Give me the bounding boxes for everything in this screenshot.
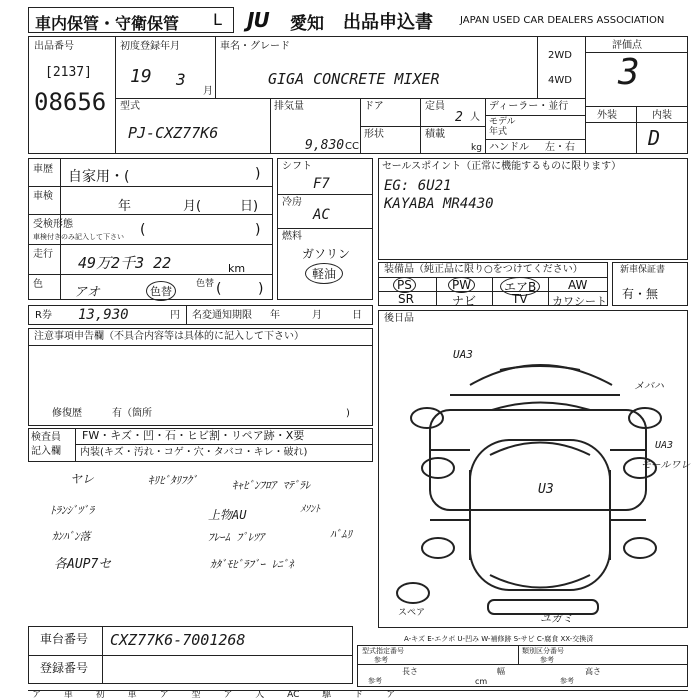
history-close: ) xyxy=(255,166,261,182)
footer-item: 駆 xyxy=(322,691,332,700)
first-registration-year: 19 xyxy=(130,66,152,87)
inspector-label2: 記入欄 xyxy=(31,446,61,457)
drive-4wd: 4WD xyxy=(548,75,572,86)
mileage-value: 49万2千3 22 xyxy=(78,254,172,272)
inspector-note: ヤレ xyxy=(70,472,94,486)
equipment-aw: AW xyxy=(568,278,588,292)
inspector-label1: 検査員 xyxy=(31,432,61,443)
color-label: 色 xyxy=(33,279,43,290)
footer-item: ド xyxy=(354,691,364,700)
mileage-unit: km xyxy=(228,262,246,275)
selling-points-line2: KAYABA MR4430 xyxy=(384,196,494,212)
dimensions-ref: 参考 xyxy=(540,656,554,664)
drive-2wd: 2WD xyxy=(548,50,572,61)
warranty-label: 新車保証書 xyxy=(620,265,666,275)
equipment-navi: ナビ xyxy=(452,294,477,308)
shift-label: シフト xyxy=(282,161,312,172)
capacity-unit: 人 xyxy=(470,112,480,123)
dimensions-ref3: 参考 xyxy=(560,677,574,685)
repair-label: 修復歴 xyxy=(52,408,82,419)
recycle-value: 13,930 xyxy=(78,307,129,323)
inspector-note: ﾌﾚｰﾑ ﾌﾟﾚﾂｱ xyxy=(208,531,265,544)
fuel-label: 燃料 xyxy=(282,231,302,242)
inspector-note: ﾒｿﾝﾄ xyxy=(300,504,320,515)
dimensions-unit: cm xyxy=(475,677,488,686)
history-value: 自家用・( xyxy=(68,169,130,185)
door-label: ドア xyxy=(364,101,384,112)
logo-place: 愛知 xyxy=(290,14,324,34)
handle-label: ハンドル xyxy=(489,142,529,153)
repair-value: 有（箇所 xyxy=(112,408,152,419)
chassis-label: 車台番号 xyxy=(40,632,89,646)
load-unit: kg xyxy=(471,143,482,153)
capacity-value: 2 xyxy=(455,110,463,125)
lot-sub-number: [2137] xyxy=(45,65,92,80)
ac-value: AC xyxy=(313,207,330,223)
footer-item: 車 xyxy=(63,691,73,700)
recycle-unit: 円 xyxy=(170,310,180,321)
exterior-label: 外装 xyxy=(597,110,617,121)
diagram-annotation: UA3 xyxy=(655,440,674,451)
first-registration-month-unit: 月 xyxy=(203,86,213,97)
inspection-day: 日) xyxy=(240,199,259,214)
color-change-label: 色替 xyxy=(196,279,215,289)
inspector-note: ｶﾀﾞﾓﾋﾞﾗﾌﾞｰ ﾚﾆﾞﾈ xyxy=(210,558,294,571)
inspector-note: ﾊﾞﾑﾘ xyxy=(330,528,352,541)
storage-banner-text: 車内保管・守衛保管 xyxy=(35,14,180,33)
inspection-label: 車検 xyxy=(33,191,53,202)
dimensions-height: 高さ xyxy=(585,667,601,676)
footer-item: ア xyxy=(159,691,169,700)
inspector-row2: 内装(キズ・汚れ・コゲ・穴・タバコ・キレ・破れ) xyxy=(80,447,308,458)
displacement-value: 9,830 xyxy=(305,138,345,153)
shift-value: F7 xyxy=(313,176,330,192)
footer-item: 車 xyxy=(127,691,137,700)
recycle-label: R券 xyxy=(35,310,52,321)
capacity-label: 定員 xyxy=(425,101,445,112)
color-open: ( xyxy=(216,281,222,297)
color-close: ) xyxy=(258,281,264,297)
inspection-year: 年 xyxy=(118,199,132,214)
equipment-airbag: エアB xyxy=(500,277,540,296)
first-registration-month: 3 xyxy=(176,70,186,89)
recycle-notice-label: 名変通知期限 xyxy=(192,310,252,321)
dimensions-length: 長さ xyxy=(402,667,418,676)
model-value: PJ-CXZ77K6 xyxy=(128,124,219,142)
ju-logo-text: JU xyxy=(247,8,269,32)
diagram-annotation: メバハ xyxy=(634,381,664,392)
dimensions-width: 幅 xyxy=(497,667,505,676)
dealer-label: ディーラー・並行 xyxy=(489,101,569,112)
score-label: 評価点 xyxy=(612,40,642,51)
selling-points-line1: EG: 6U21 xyxy=(384,178,452,194)
interior-label: 内装 xyxy=(652,110,672,121)
ac-label: 冷房 xyxy=(282,197,302,208)
storage-banner-mark: L xyxy=(213,10,222,29)
class-ref: 参考 xyxy=(374,656,388,664)
inspector-note: ｷｬﾋﾞﾝﾌﾛｱ ﾏﾃﾞﾗﾚ xyxy=(232,479,311,492)
footer-item: 人 xyxy=(255,691,265,700)
interior-value: D xyxy=(648,126,661,150)
diagram-annotation: UA3 xyxy=(453,348,473,361)
footer-item: ア xyxy=(223,691,233,700)
spare-label: スペア xyxy=(398,608,426,618)
car-name-label: 車名・グレード xyxy=(220,41,290,52)
displacement-unit: CC xyxy=(345,141,359,152)
class-label: 類別区分番号 xyxy=(522,647,564,655)
displacement-label: 排気量 xyxy=(274,101,304,112)
damage-legend: A-キズ E-エクボ U-凹み W-補修跡 S-サビ C-腐食 XX-交換済 xyxy=(404,635,594,643)
footer-item: ア xyxy=(32,691,42,700)
certificate-close: ) xyxy=(255,222,261,238)
recycle-month: 月 xyxy=(312,310,322,321)
equipment-tv: TV xyxy=(512,292,528,306)
diagram-annotation: モールワレ xyxy=(641,460,691,471)
footer-item: ア xyxy=(386,691,396,700)
class-model-label: 型式指定番号 xyxy=(362,647,404,655)
model-year-label2: 年式 xyxy=(489,127,508,137)
certificate-note: 車検付きのみ記入して下さい xyxy=(33,233,124,241)
certificate-open: ( xyxy=(140,222,146,238)
equipment-ps: PS xyxy=(393,277,416,293)
inspector-note: ｶﾝﾊﾞﾝ落 xyxy=(52,530,91,543)
equipment-label: 装備品（純正品に限り○をつけてください） xyxy=(384,264,583,275)
footer-strip xyxy=(32,691,682,700)
inspection-month: 月( xyxy=(183,199,202,214)
equipment-sr: SR xyxy=(398,292,414,306)
fuel-circled: 軽油 xyxy=(305,263,343,284)
association-name: JAPAN USED CAR DEALERS ASSOCIATION xyxy=(460,15,665,26)
attention-label: 注意事項申告欄（不具合内容等は具体的に記入して下さい） xyxy=(34,331,304,342)
load-label: 積載 xyxy=(425,129,445,140)
color-value: アオ xyxy=(74,285,100,300)
inspector-note: 各AUP7セ xyxy=(54,557,112,572)
equipment-pw: PW xyxy=(448,277,475,293)
diagram-annotation: U3 xyxy=(538,482,554,497)
color-change-circled: 色替 xyxy=(146,281,176,301)
dimensions-ref2: 参考 xyxy=(368,677,382,685)
handle-options: 左・右 xyxy=(545,142,575,153)
inspector-note: 上物AU xyxy=(208,508,247,522)
rear-seat-label: 後日品 xyxy=(384,313,414,324)
mileage-label: 走行 xyxy=(33,249,53,260)
chassis-value: CXZ77K6-7001268 xyxy=(110,631,246,649)
recycle-year: 年 xyxy=(270,310,280,321)
car-name-value: GIGA CONCRETE MIXER xyxy=(268,70,440,88)
equipment-leather: カワシート xyxy=(552,295,607,308)
footer-item: AC xyxy=(287,691,300,700)
diagram-annotation: ユガミ xyxy=(540,612,573,625)
lot-label: 出品番号 xyxy=(34,41,74,52)
registration-label: 登録番号 xyxy=(40,661,89,675)
model-year-label1: モデル xyxy=(489,117,516,127)
lot-number: 08656 xyxy=(34,88,107,116)
repair-close: ) xyxy=(346,408,350,419)
inspector-row1: FW・キズ・凹・石・ヒビ割・リペア跡・X要 xyxy=(82,429,305,442)
warranty-options: 有・無 xyxy=(622,287,659,301)
inspector-note: ｷﾘﾋﾞﾀﾘﾌｸﾞ xyxy=(148,474,198,487)
certificate-label: 受検形態 xyxy=(33,219,73,230)
form-title: 出品申込書 xyxy=(343,12,433,33)
recycle-day: 日 xyxy=(352,310,362,321)
first-registration-label: 初度登録年月 xyxy=(120,41,180,52)
model-label: 型式 xyxy=(120,101,140,112)
footer-item: 型 xyxy=(191,691,201,700)
selling-points-label: セールスポイント（正常に機能するものに限ります） xyxy=(382,161,622,172)
score-value: 3 xyxy=(618,52,640,93)
shape-label: 形状 xyxy=(364,129,384,140)
footer-item: 初 xyxy=(95,691,105,700)
fuel-value: ガソリン xyxy=(302,247,351,261)
history-label: 車歴 xyxy=(33,164,53,175)
inspector-note: ﾄﾗﾝｼﾞﾂﾞﾗ xyxy=(50,504,94,517)
